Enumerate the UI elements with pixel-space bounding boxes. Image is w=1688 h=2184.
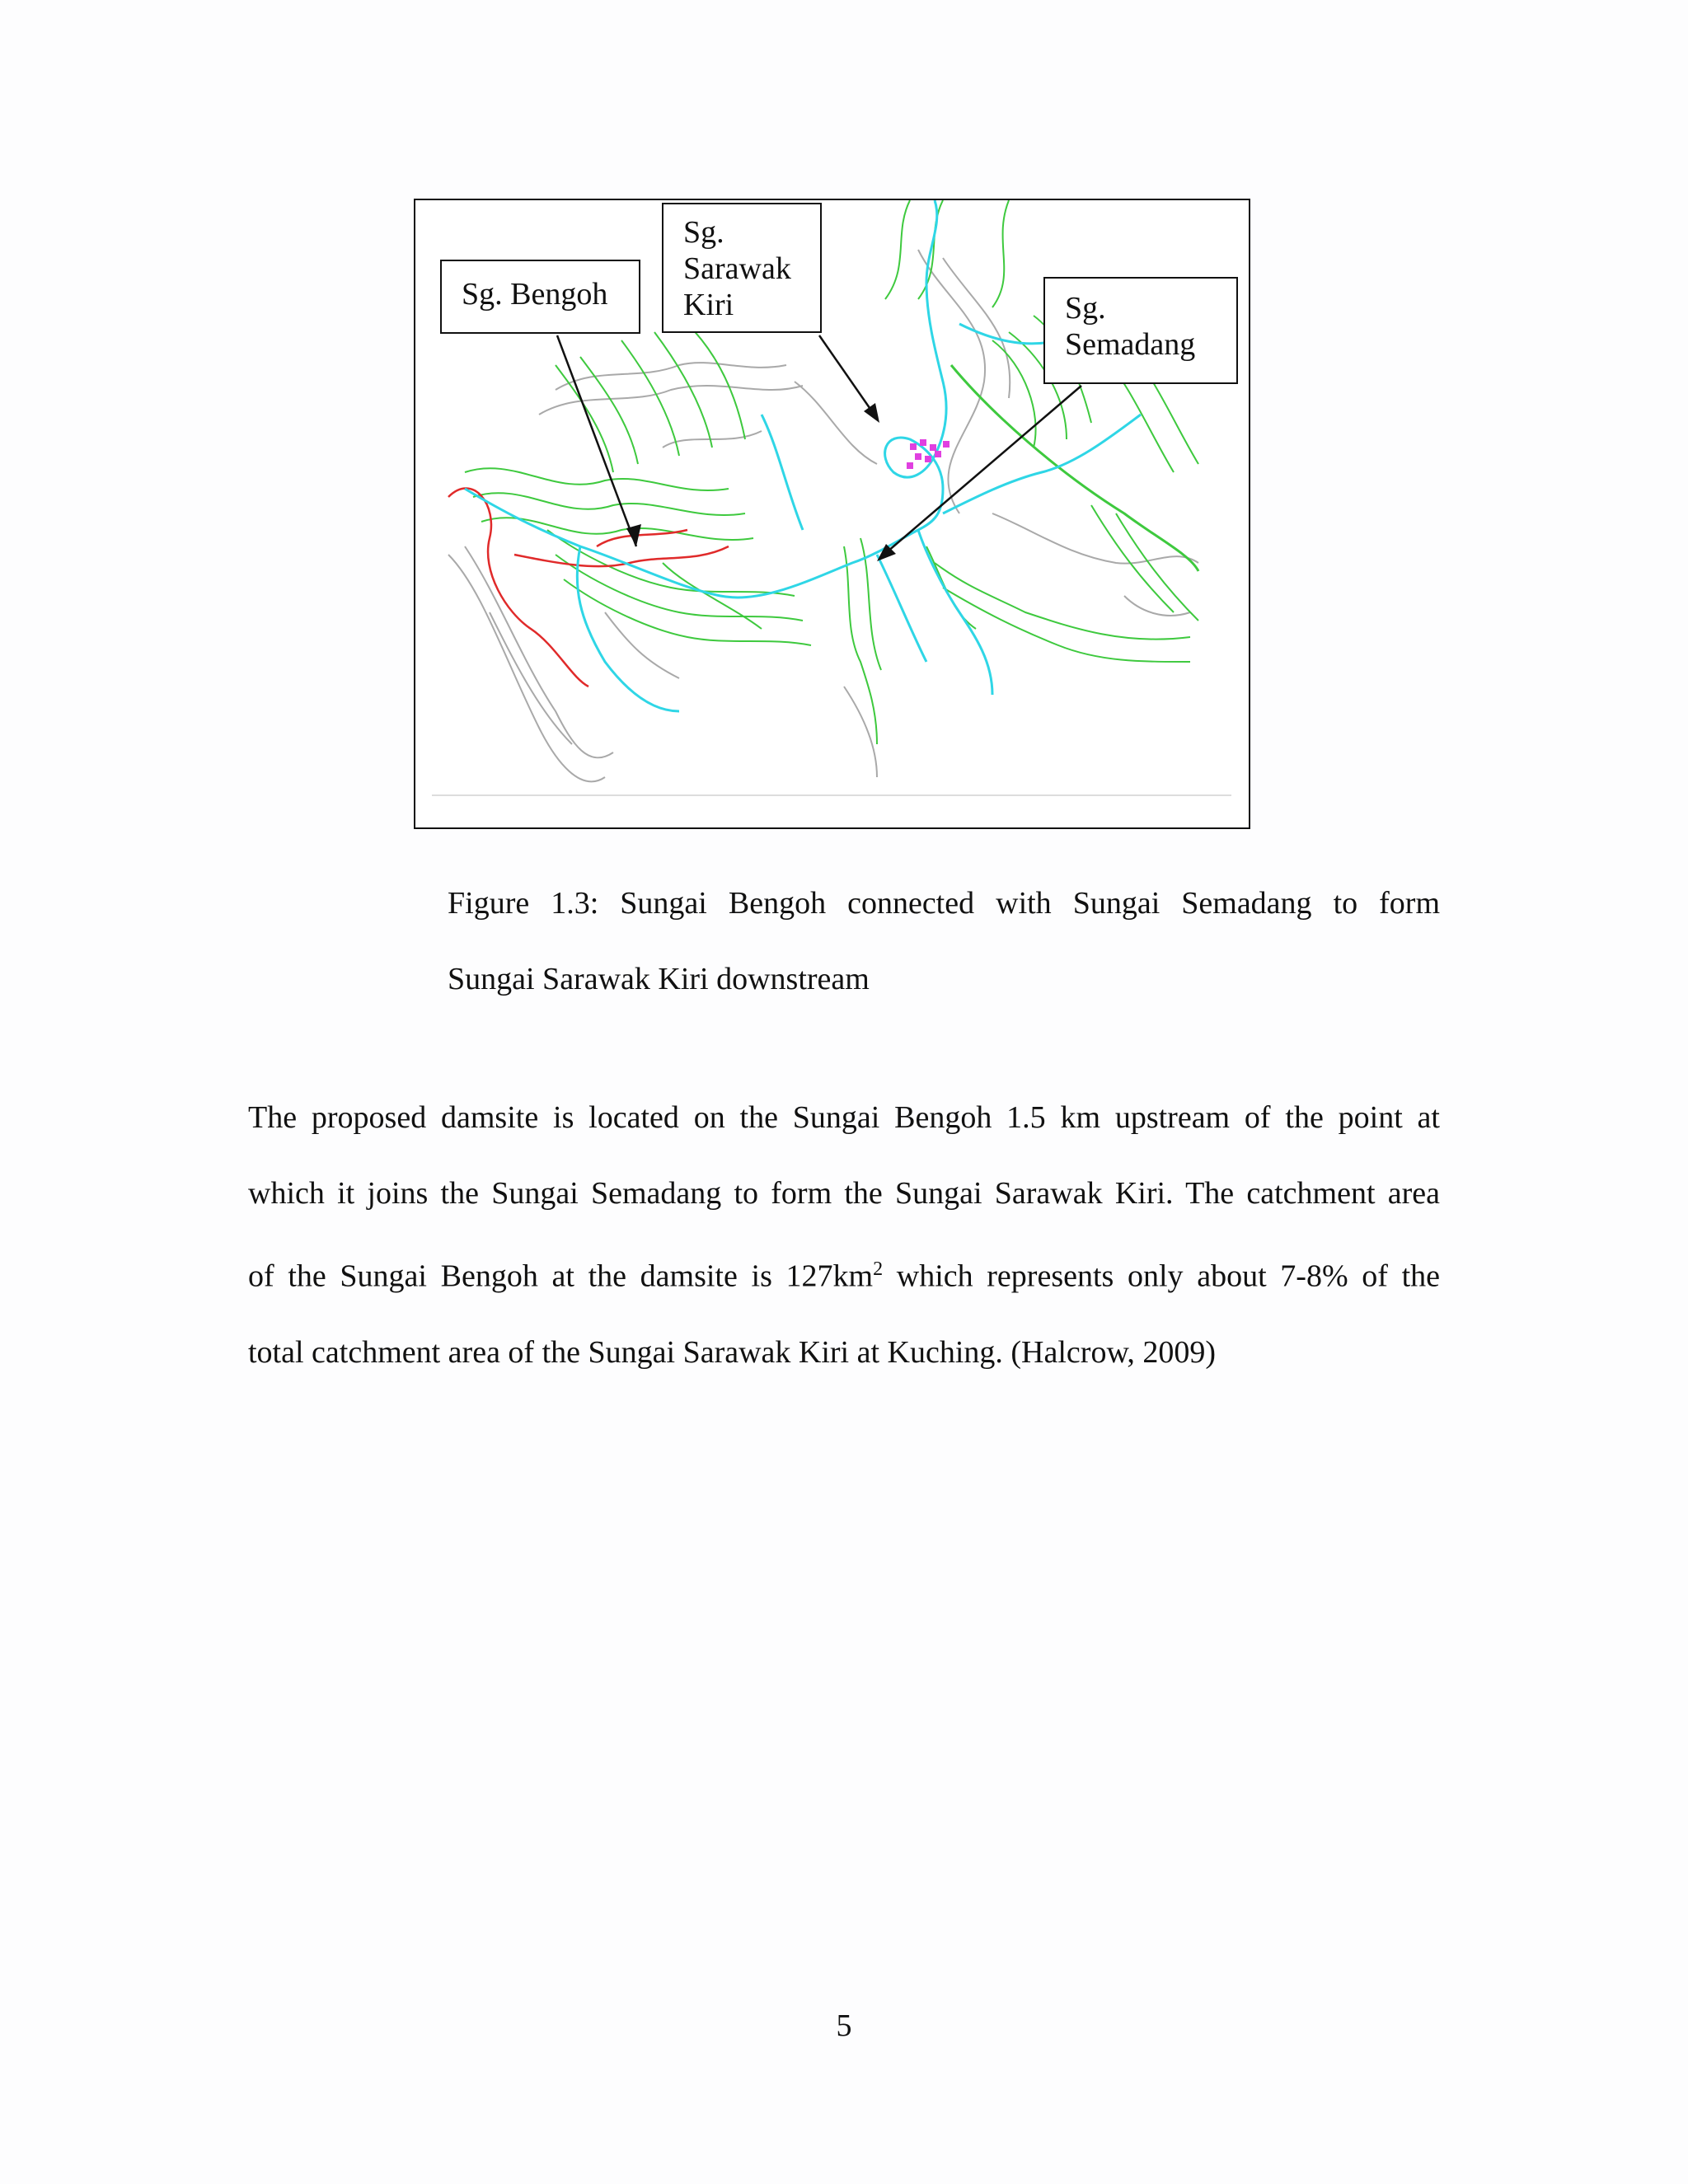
callout-sg-sarawak-kiri: Sg. Sarawak Kiri — [662, 203, 822, 333]
callout-sg-semadang: Sg. Semadang — [1043, 277, 1238, 384]
paragraph-line-3 — [248, 1231, 1440, 1315]
arrow-heads — [626, 403, 896, 561]
superscript-2: 2 — [873, 1258, 884, 1280]
figure-caption — [448, 865, 1440, 1017]
paragraph-line-1: The proposed damsite is located on the Sungai Bengoh 1.5 km upstream of the point at — [248, 1100, 1440, 1135]
paragraph-line-2: which it joins the Sungai Semadang to form the Sungai Sarawak Kiri. The catchment area — [248, 1176, 1440, 1211]
page-number: 5 — [836, 2008, 852, 2043]
body-paragraph — [248, 1080, 1440, 1390]
callout-arrows — [557, 335, 1081, 556]
callout-sg-bengoh: Sg. Bengoh — [440, 260, 640, 334]
paragraph-line-3-start: of the Sungai Bengoh at the damsite is 127km — [248, 1258, 874, 1294]
paragraph-line-4: total catchment area of the Sungai Sarawak Kiri at Kuching. (Halcrow, 2009) — [248, 1334, 1217, 1370]
caption-line-2: Sungai Sarawak Kiri downstream — [448, 962, 870, 996]
caption-line-1: Figure 1.3: Sungai Bengoh connected with Sungai Semadang to form — [448, 886, 1440, 921]
paragraph-line-3-end: which represents only about 7-8% of the — [883, 1258, 1440, 1294]
